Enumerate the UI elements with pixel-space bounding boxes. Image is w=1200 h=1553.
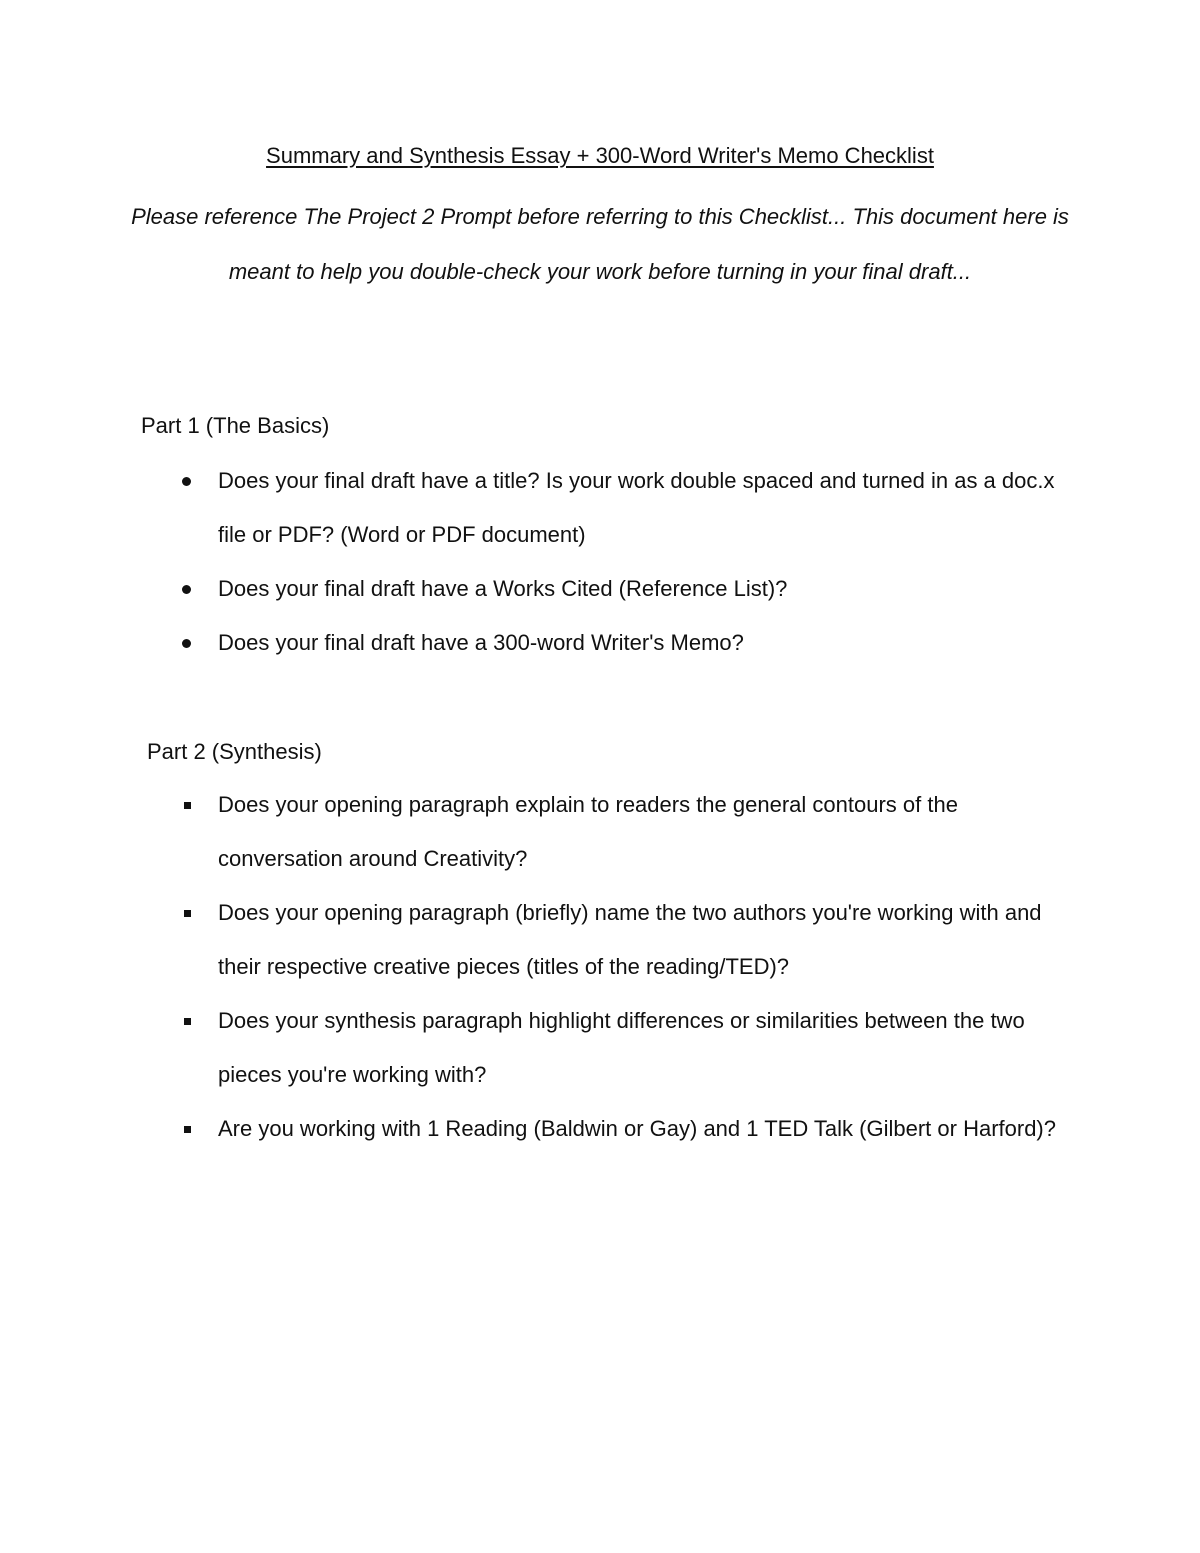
list-item-text: Does your opening paragraph (briefly) name the two authors you're working with and their respective creative pieces (titles of the reading/TED)? — [218, 900, 1042, 979]
list-item — [0, 994, 1058, 1102]
part1-heading: Part 1 (The Basics) — [141, 413, 330, 438]
part1-checklist — [0, 454, 1200, 670]
list-item — [0, 778, 1058, 886]
bullet-round-icon — [182, 639, 191, 648]
bullet-square-icon — [184, 910, 191, 917]
list-item-text: Does your opening paragraph explain to readers the general contours of the conversation around Creativity? — [218, 792, 958, 871]
list-item-text: Are you working with 1 Reading (Baldwin or Gay) and 1 TED Talk (Gilbert or Harford)? — [218, 1116, 1056, 1141]
bullet-round-icon — [182, 585, 191, 594]
list-item — [0, 886, 1058, 994]
list-item-text: Does your final draft have a title? Is your work double spaced and turned in as a doc.x file or PDF? (Word or PDF document) — [218, 468, 1055, 547]
bullet-square-icon — [184, 802, 191, 809]
list-item-text: Does your synthesis paragraph highlight differences or similarities between the two pieces you're working with? — [218, 1008, 1025, 1087]
list-item-text: Does your final draft have a Works Cited (Reference List)? — [218, 576, 788, 601]
list-item-text: Does your final draft have a 300-word Writer's Memo? — [218, 630, 744, 655]
bullet-round-icon — [182, 477, 191, 486]
bullet-square-icon — [184, 1018, 191, 1025]
bullet-square-icon — [184, 1126, 191, 1133]
list-item — [0, 454, 1058, 562]
part2-checklist — [0, 778, 1200, 1156]
list-item — [0, 562, 1058, 616]
list-item — [0, 616, 1058, 670]
intro-text: Please reference The Project 2 Prompt before referring to this Checklist... This document here is meant to help you double-check your work before turning in your final draft... — [131, 204, 1069, 284]
list-item — [0, 1102, 1058, 1156]
document-title: Summary and Synthesis Essay + 300-Word Writer's Memo Checklist — [266, 143, 934, 168]
part2-heading: Part 2 (Synthesis) — [147, 739, 322, 764]
